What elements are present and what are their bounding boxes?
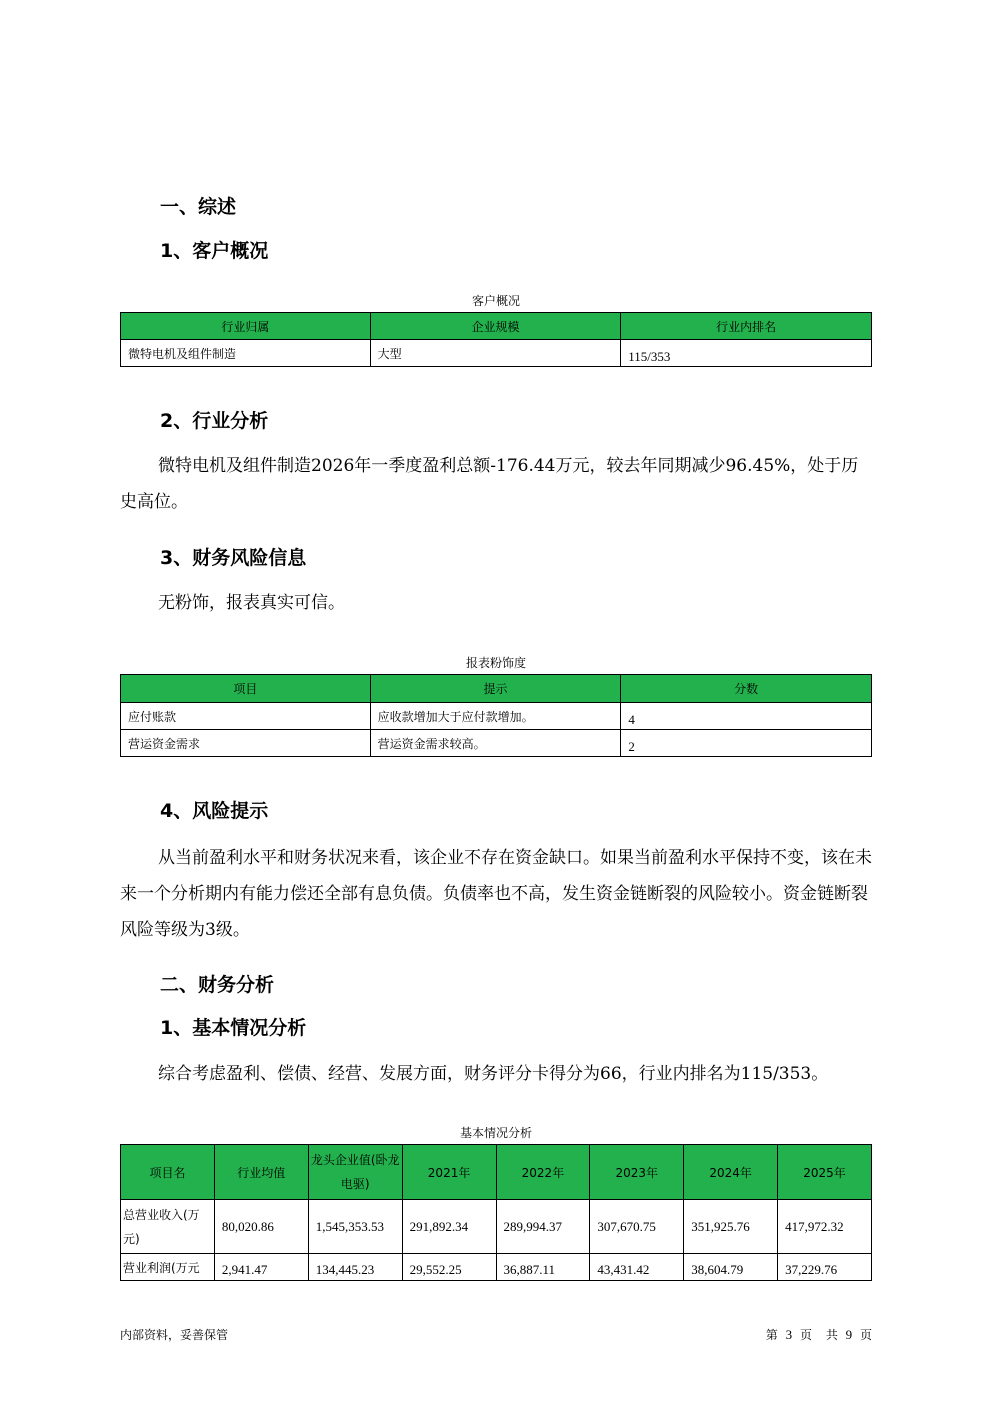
table-cell: 307,670.75 [590,1200,684,1254]
table-cell: 2,941.47 [214,1254,308,1281]
table-cell: 1,545,353.53 [308,1200,402,1254]
table-cell: 应收款增加大于应付款增加。 [370,703,621,730]
total-pages: 9 [845,1327,853,1342]
table-header: 2023年 [590,1145,684,1200]
window-dressing-table [120,674,872,757]
table-cell: 2 [621,730,872,757]
table-cell: 289,994.37 [496,1200,590,1254]
subsection-title-financial-risk: 3、财务风险信息 [160,547,307,569]
table-cell: 80,020.86 [214,1200,308,1254]
table-row [121,340,872,367]
subsection-title-risk-warning: 4、风险提示 [160,800,269,822]
table-cell: 417,972.32 [778,1200,872,1254]
table-caption-customer: 客户概况 [471,294,520,308]
table-header: 2021年 [402,1145,496,1200]
total-unit: 页 [859,1328,872,1342]
table-header: 行业均值 [214,1145,308,1200]
table-cell: 大型 [370,340,621,367]
table-cell: 115/353 [621,340,872,367]
table-row [121,703,872,730]
table-cell: 351,925.76 [684,1200,778,1254]
table-cell: 微特电机及组件制造 [121,340,371,367]
table-caption-basic-analysis: 基本情况分析 [459,1126,532,1140]
table-header: 2025年 [778,1145,872,1200]
table-header: 分数 [621,675,872,703]
table-caption-window-dressing: 报表粉饰度 [465,656,526,670]
table-cell: 38,604.79 [684,1254,778,1281]
table-row [121,1200,872,1254]
table-header: 行业归属 [121,313,371,340]
basic-analysis-table [120,1144,872,1281]
table-header: 2024年 [684,1145,778,1200]
table-cell: 29,552.25 [402,1254,496,1281]
total-label: 共 [825,1328,838,1342]
table-cell: 总营业收入(万元) [121,1200,215,1254]
section-title-financial-analysis: 二、财务分析 [160,974,275,996]
basic-analysis-text: 综合考虑盈利、偿债、经营、发展方面，财务评分卡得分为66，行业内排名为115/353。 [158,1064,829,1084]
table-header: 项目 [121,675,371,703]
risk-warning-text: 从当前盈利水平和财务状况来看，该企业不存在资金缺口。如果当前盈利水平保持不变，该在未来一个分析期内有能力偿还全部有息负债。负债率也不高，发生资金链断裂的风险较小。资金链断裂风险等级为3级。 [120,848,872,940]
customer-table [120,312,872,367]
table-cell: 43,431.42 [590,1254,684,1281]
subsection-title-industry: 2、行业分析 [160,410,269,432]
footer-confidential-note: 内部资料，妥善保管 [120,1328,229,1342]
subsection-title-customer: 1、客户概况 [160,240,269,262]
table-cell: 营运资金需求较高。 [370,730,621,757]
table-cell: 营运资金需求 [121,730,371,757]
current-page: 3 [785,1327,793,1342]
table-cell: 营业利润(万元 [121,1254,215,1281]
footer-page-number [766,1326,872,1343]
table-header: 项目名 [121,1145,215,1200]
table-cell: 应付账款 [121,703,371,730]
table-cell: 291,892.34 [402,1200,496,1254]
table-row [121,1254,872,1281]
table-cell: 37,229.76 [778,1254,872,1281]
table-header: 龙头企业值(卧龙电驱) [308,1145,402,1200]
table-header: 企业规模 [370,313,621,340]
table-cell: 36,887.11 [496,1254,590,1281]
industry-analysis-text: 微特电机及组件制造2026年一季度盈利总额-176.44万元，较去年同期减少96.45%，处于历史高位。 [120,456,859,512]
table-header: 提示 [370,675,621,703]
subsection-title-basic-analysis: 1、基本情况分析 [160,1017,307,1039]
financial-risk-text: 无粉饰，报表真实可信。 [158,593,345,613]
page-unit: 页 [799,1328,812,1342]
table-cell: 134,445.23 [308,1254,402,1281]
table-row [121,730,872,757]
section-title-overview: 一、综述 [160,196,237,218]
page-label: 第 [765,1328,778,1342]
table-cell: 4 [621,703,872,730]
table-header: 行业内排名 [621,313,872,340]
table-header: 2022年 [496,1145,590,1200]
